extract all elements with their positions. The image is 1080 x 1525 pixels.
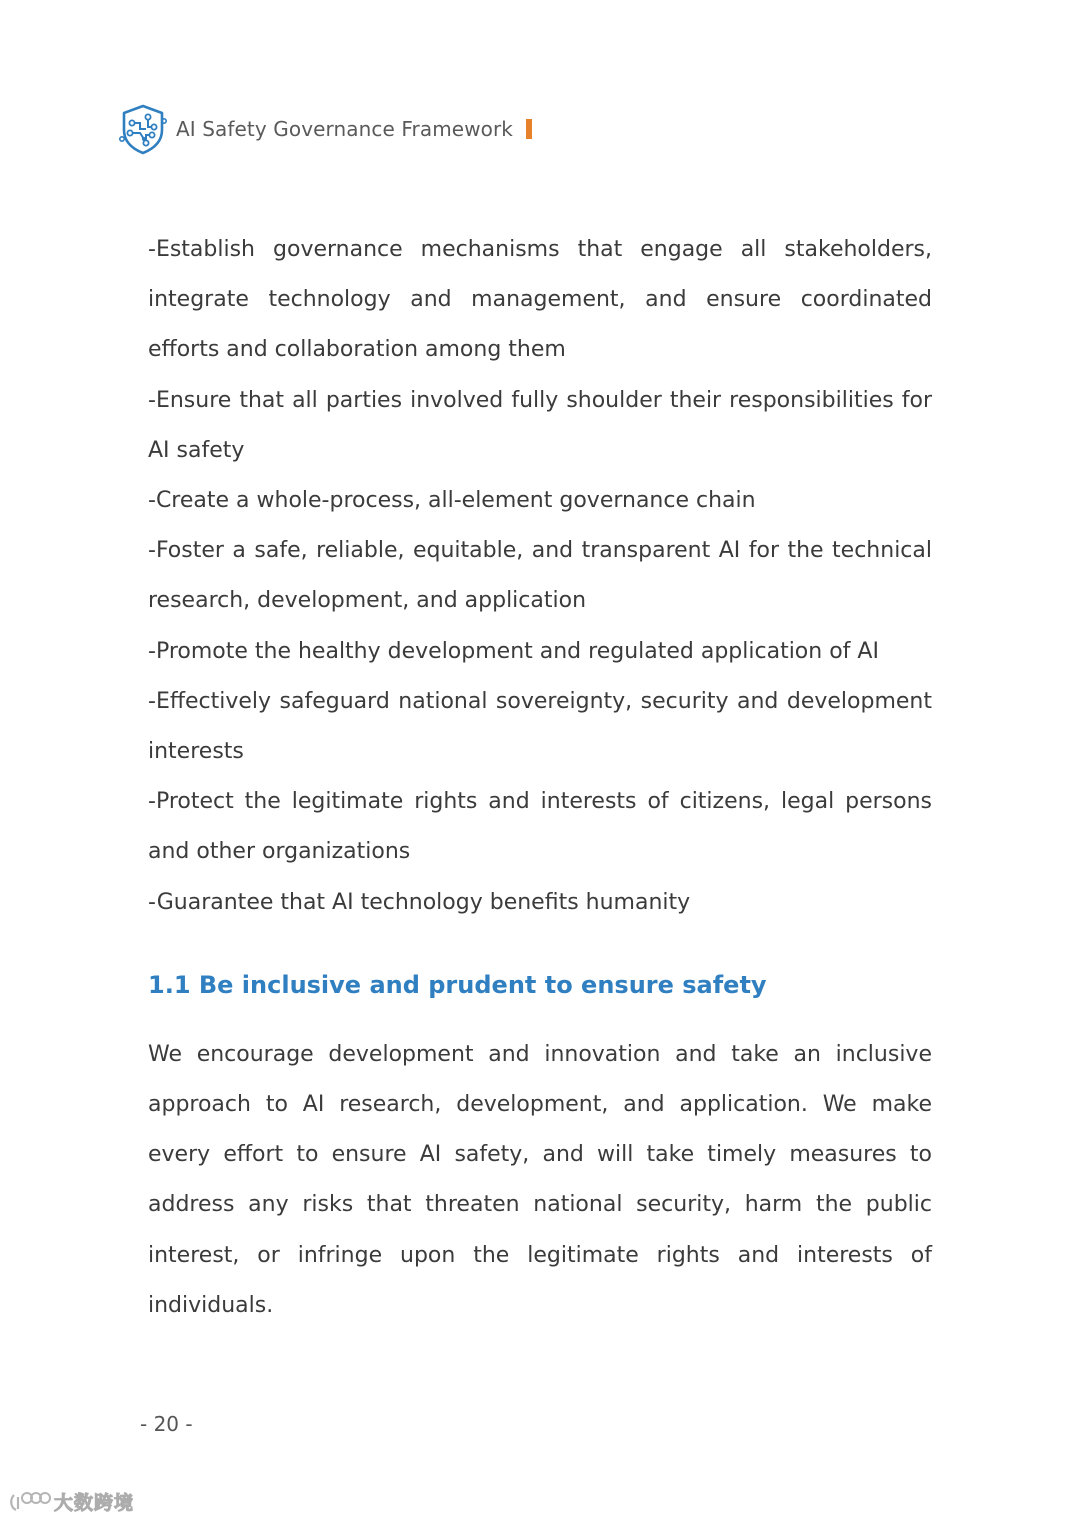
list-item: -Ensure that all parties involved fully shoulder their responsibilities for AI safety	[148, 387, 932, 463]
list-item: -Establish governance mechanisms that engage all stakeholders, integrate technology and management, and ensure coordinated efforts and collaboration among them	[148, 237, 932, 363]
list-item: -Create a whole-process, all-element governance chain	[148, 488, 756, 514]
header-accent-bar	[526, 119, 532, 139]
list-item: -Protect the legitimate rights and interests of citizens, legal persons and other organizations	[148, 789, 932, 865]
ai-shield-circuit-icon	[118, 103, 168, 155]
principles-list	[148, 225, 932, 928]
list-item: -Promote the healthy development and regulated application of AI	[148, 638, 879, 664]
page-content	[148, 225, 932, 1331]
list-item: -Guarantee that AI technology benefits humanity	[148, 889, 691, 915]
page-number: - 20 -	[140, 1412, 193, 1436]
page-header	[118, 103, 532, 155]
section-heading: 1.1 Be inclusive and prudent to ensure safety	[148, 970, 767, 999]
section-paragraph: We encourage development and innovation and take an inclusive approach to AI research, development, and application. We make every effort to ensure AI safety, and will take timely measures to address any risks that threaten national security, harm the public interest, or infringe upon the legitimate rights and interests of individuals.	[148, 1041, 932, 1318]
document-title: AI Safety Governance Framework	[176, 117, 513, 141]
list-item: -Effectively safeguard national sovereignty, security and development interests	[148, 688, 932, 765]
list-item: -Foster a safe, reliable, equitable, and transparent AI for the technical research, development, and application	[148, 538, 932, 614]
watermark	[8, 1488, 134, 1515]
watermark-logo-icon	[8, 1489, 52, 1515]
watermark-text: 大数跨境	[54, 1492, 135, 1514]
